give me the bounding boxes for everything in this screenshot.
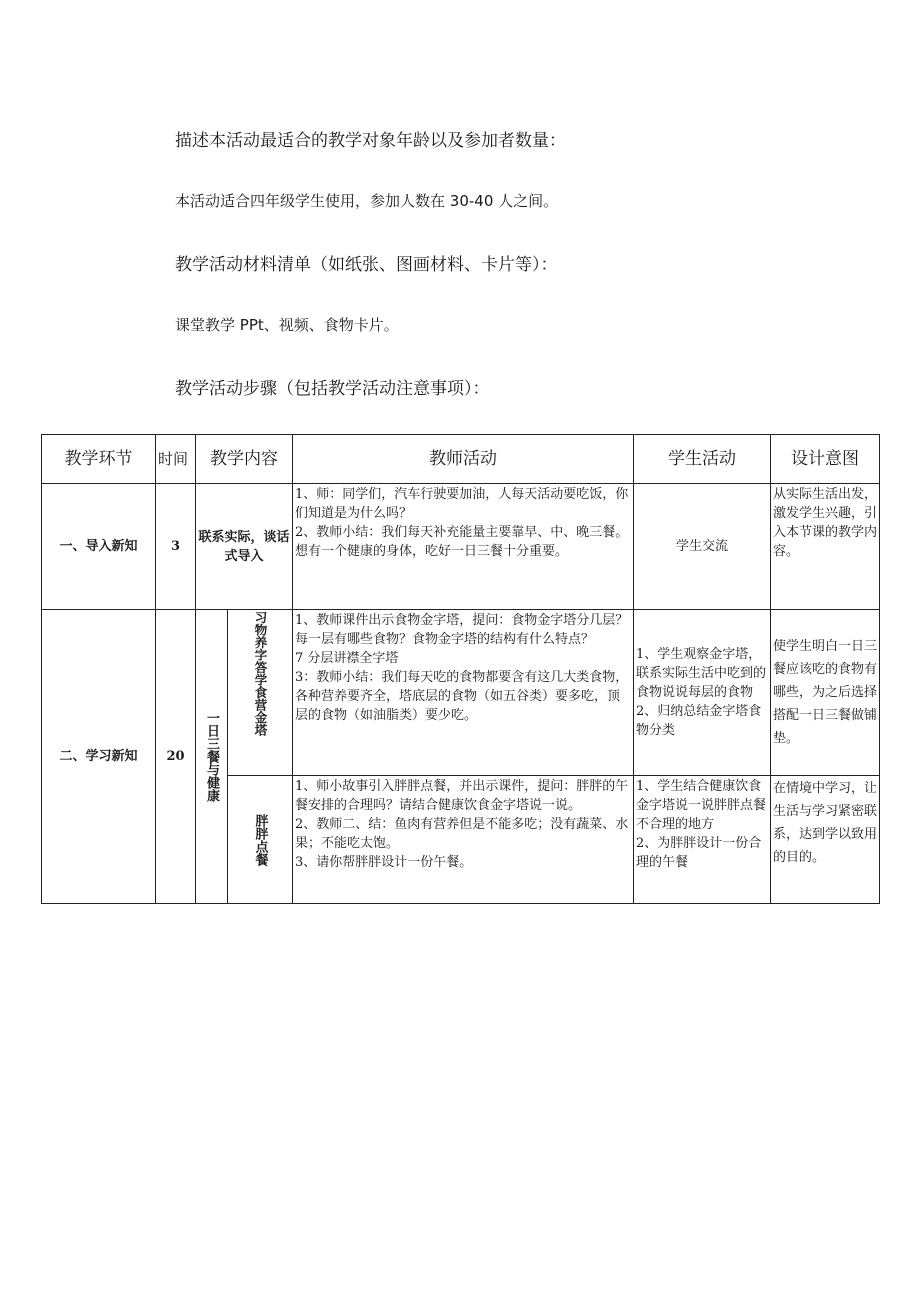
row2-stage: 二、学习新知 bbox=[42, 610, 156, 904]
row2-time: 20 bbox=[156, 610, 196, 904]
header-time: 时间 bbox=[156, 435, 196, 484]
header-teacher: 教师活动 bbox=[293, 435, 634, 484]
row1-teacher: 1、师：同学们，汽车行驶要加油，人每天活动要吃饭，你们知道是为什么吗？ 2、教师小结：我们每天补充能量主要靠早、中、晚三餐。想有一个健康的身体，吃好一日三餐十分重要。 bbox=[293, 484, 634, 610]
table-row bbox=[42, 610, 880, 776]
header-design: 设计意图 bbox=[771, 435, 880, 484]
age-and-participants-answer: 本活动适合四年级学生使用，参加人数在 30-40 人之间。 bbox=[175, 192, 559, 210]
row2-sub1-student: 1、学生观察金字塔，联系实际生活中吃到的食物说说每层的食物 2、归纳总结金字塔食物分类 bbox=[634, 610, 771, 776]
row1-time: 3 bbox=[156, 484, 196, 610]
row2-sub1-content: 习物养字答学食营金塔 bbox=[253, 611, 268, 736]
row2-topic-cell bbox=[196, 610, 228, 904]
lesson-steps-table bbox=[41, 434, 880, 904]
header-stage: 教学环节 bbox=[42, 435, 156, 484]
row2-sub1-content-cell bbox=[228, 610, 293, 776]
row2-sub2-content-cell bbox=[228, 776, 293, 904]
materials-prompt: 教学活动材料清单（如纸张、图画材料、卡片等）： bbox=[175, 255, 558, 275]
row2-sub2-teacher: 1、师小故事引入胖胖点餐，并出示课件，提问：胖胖的午餐安排的合理吗？请结合健康饮食金字塔说一说。 2、教师二、结：鱼肉有营养但是不能多吃；没有蔬菜、水果；不能吃太饱。 3、请你帮胖胖设计一份午餐。 bbox=[293, 776, 634, 904]
row2-topic: 一日三餐与健康 bbox=[204, 711, 219, 802]
table-header-row bbox=[42, 435, 880, 484]
table-row bbox=[42, 484, 880, 610]
row2-sub1-teacher: 1、教师课件出示食物金字塔，提问：食物金字塔分几层？每一层有哪些食物？食物金字塔的结构有什么特点？ 7 分层讲襟全字塔 3：教师小结：我们每天吃的食物都要含有这几大类食物，各种营养要齐全，塔底层的食物（如五谷类）要多吃，顶层的食物（如油脂类）要少吃。 bbox=[293, 610, 634, 776]
header-student: 学生活动 bbox=[634, 435, 771, 484]
age-and-participants-prompt: 描述本活动最适合的教学对象年龄以及参加者数量： bbox=[175, 131, 566, 151]
row1-stage: 一、导入新知 bbox=[42, 484, 156, 610]
row1-student: 学生交流 bbox=[634, 484, 771, 610]
row2-sub2-student: 1、学生结合健康饮食金字塔说一说胖胖点餐不合理的地方 2、为胖胖设计一份合理的午餐 bbox=[634, 776, 771, 904]
row1-design: 从实际生活出发，激发学生兴趣，引入本节课的教学内容。 bbox=[771, 484, 880, 610]
header-content: 教学内容 bbox=[196, 435, 293, 484]
row2-sub1-design: 使学生明白一日三餐应该吃的食物有哪些，为之后选择搭配一日三餐做铺垫。 bbox=[771, 610, 880, 776]
row2-sub2-design: 在情境中学习，让生活与学习紧密联系，达到学以致用的目的。 bbox=[771, 776, 880, 904]
row2-sub2-content: 胖胖点餐 bbox=[252, 813, 268, 866]
steps-prompt: 教学活动步骤（包括教学活动注意事项）： bbox=[175, 379, 490, 399]
row1-content: 联系实际，谈话式导入 bbox=[196, 484, 293, 610]
materials-answer: 课堂教学 PPt、视频、食物卡片。 bbox=[175, 316, 399, 334]
